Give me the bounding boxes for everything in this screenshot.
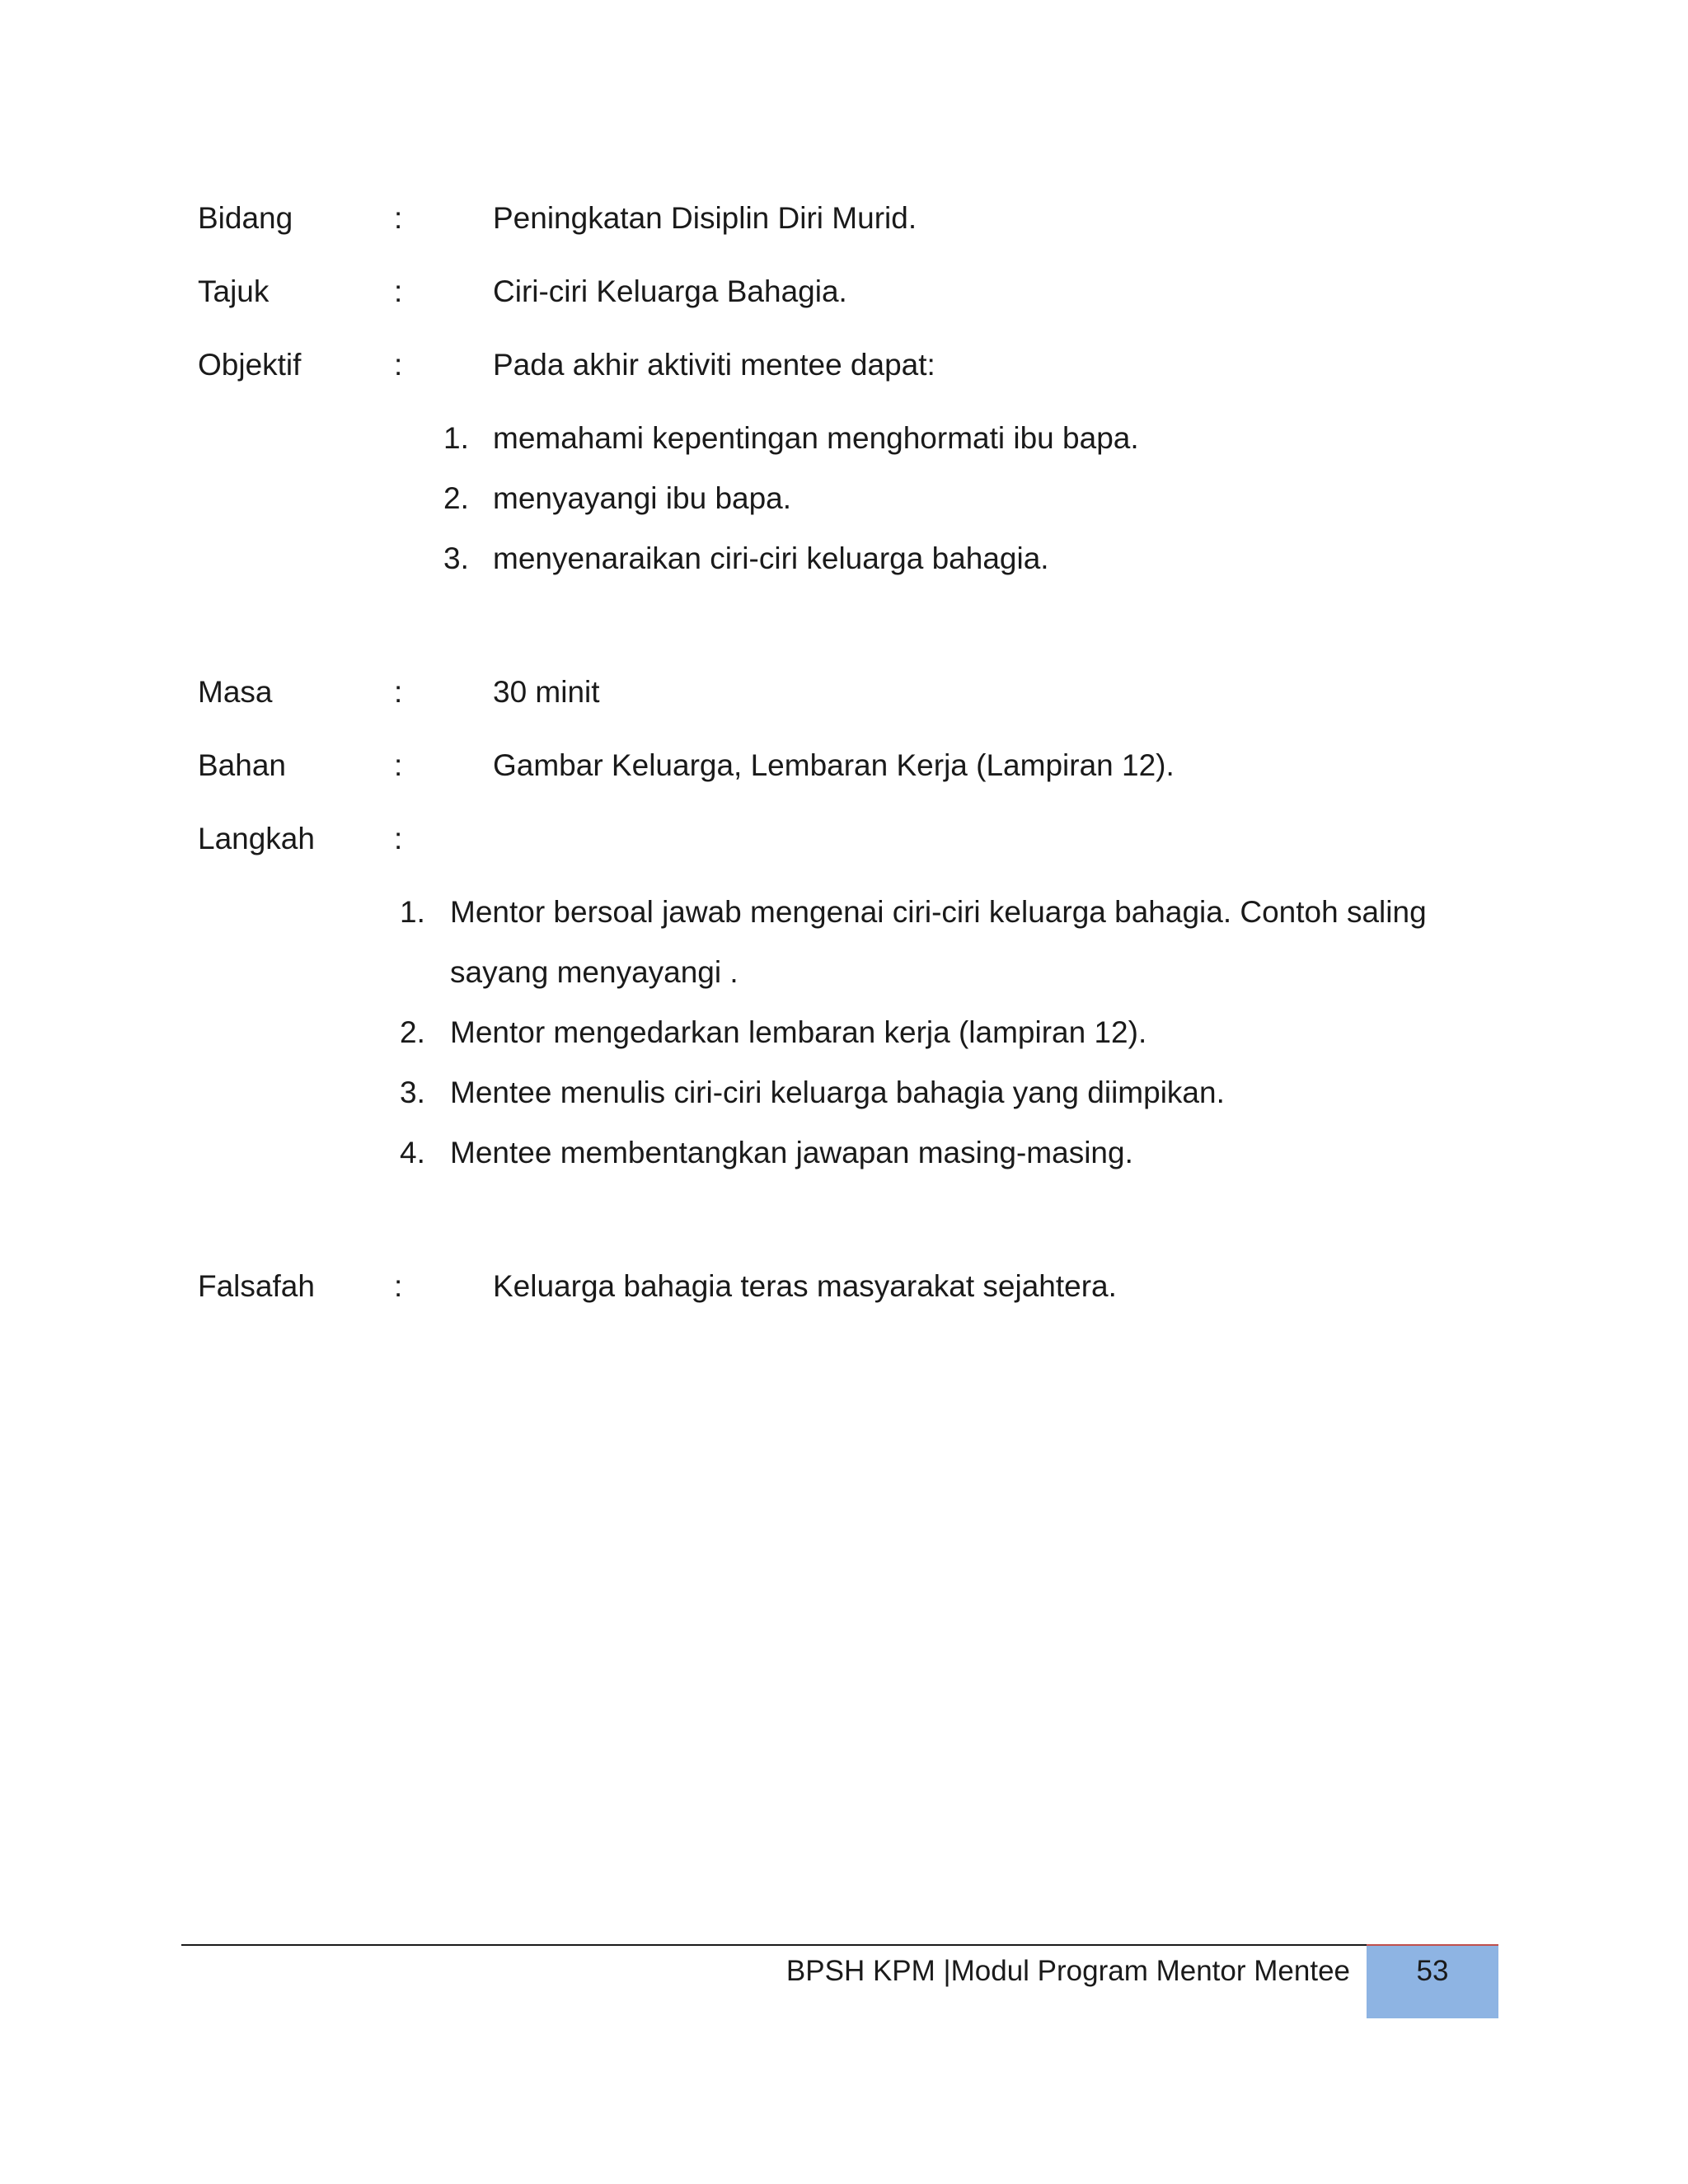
footer-title: BPSH KPM |Modul Program Mentor Mentee (785, 1955, 1350, 1987)
objective-number: 3. (443, 541, 469, 575)
value-bahan: Gambar Keluarga, Lembaran Kerja (Lampiran 12). (493, 748, 1175, 782)
value-masa: 30 minit (493, 675, 600, 709)
label-falsafah: Falsafah (198, 1269, 315, 1303)
objective-number: 2. (443, 481, 469, 515)
label-langkah: Langkah (198, 822, 315, 855)
label-objektif: Objektif (198, 348, 302, 382)
step-number: 3. (400, 1076, 425, 1109)
step-number: 2. (400, 1015, 425, 1049)
colon-tajuk: : (394, 274, 403, 308)
value-bidang: Peningkatan Disiplin Diri Murid. (493, 201, 917, 235)
colon-bidang: : (394, 201, 403, 235)
footer-divider (181, 1944, 1368, 1946)
step-number: 1. (400, 895, 425, 929)
objective-item: menyayangi ibu bapa. (493, 481, 792, 515)
colon-masa: : (394, 675, 403, 709)
step-number: 4. (400, 1136, 425, 1169)
step-item: Mentee menulis ciri-ciri keluarga bahagia yang diimpikan. (450, 1076, 1225, 1109)
step-item: Mentor bersoal jawab mengenai ciri-ciri keluarga bahagia. Contoh saling (450, 895, 1427, 929)
step-item-continuation: sayang menyayangi . (450, 955, 738, 989)
value-tajuk: Ciri-ciri Keluarga Bahagia. (493, 274, 847, 308)
value-falsafah: Keluarga bahagia teras masyarakat sejahtera. (493, 1269, 1117, 1303)
label-bahan: Bahan (198, 748, 286, 782)
colon-bahan: : (394, 748, 403, 782)
label-masa: Masa (198, 675, 273, 709)
colon-falsafah: : (394, 1269, 403, 1303)
objective-number: 1. (443, 421, 469, 455)
step-item: Mentor mengedarkan lembaran kerja (lampiran 12). (450, 1015, 1147, 1049)
step-item: Mentee membentangkan jawapan masing-masing. (450, 1136, 1133, 1169)
colon-objektif: : (394, 348, 403, 382)
label-bidang: Bidang (198, 201, 293, 235)
label-tajuk: Tajuk (198, 274, 270, 308)
page-number: 53 (1416, 1955, 1449, 1987)
value-objektif: Pada akhir aktiviti mentee dapat: (493, 348, 935, 382)
colon-langkah: : (394, 822, 403, 855)
objective-item: memahami kepentingan menghormati ibu bapa. (493, 421, 1139, 455)
objective-item: menyenaraikan ciri-ciri keluarga bahagia. (493, 541, 1049, 575)
